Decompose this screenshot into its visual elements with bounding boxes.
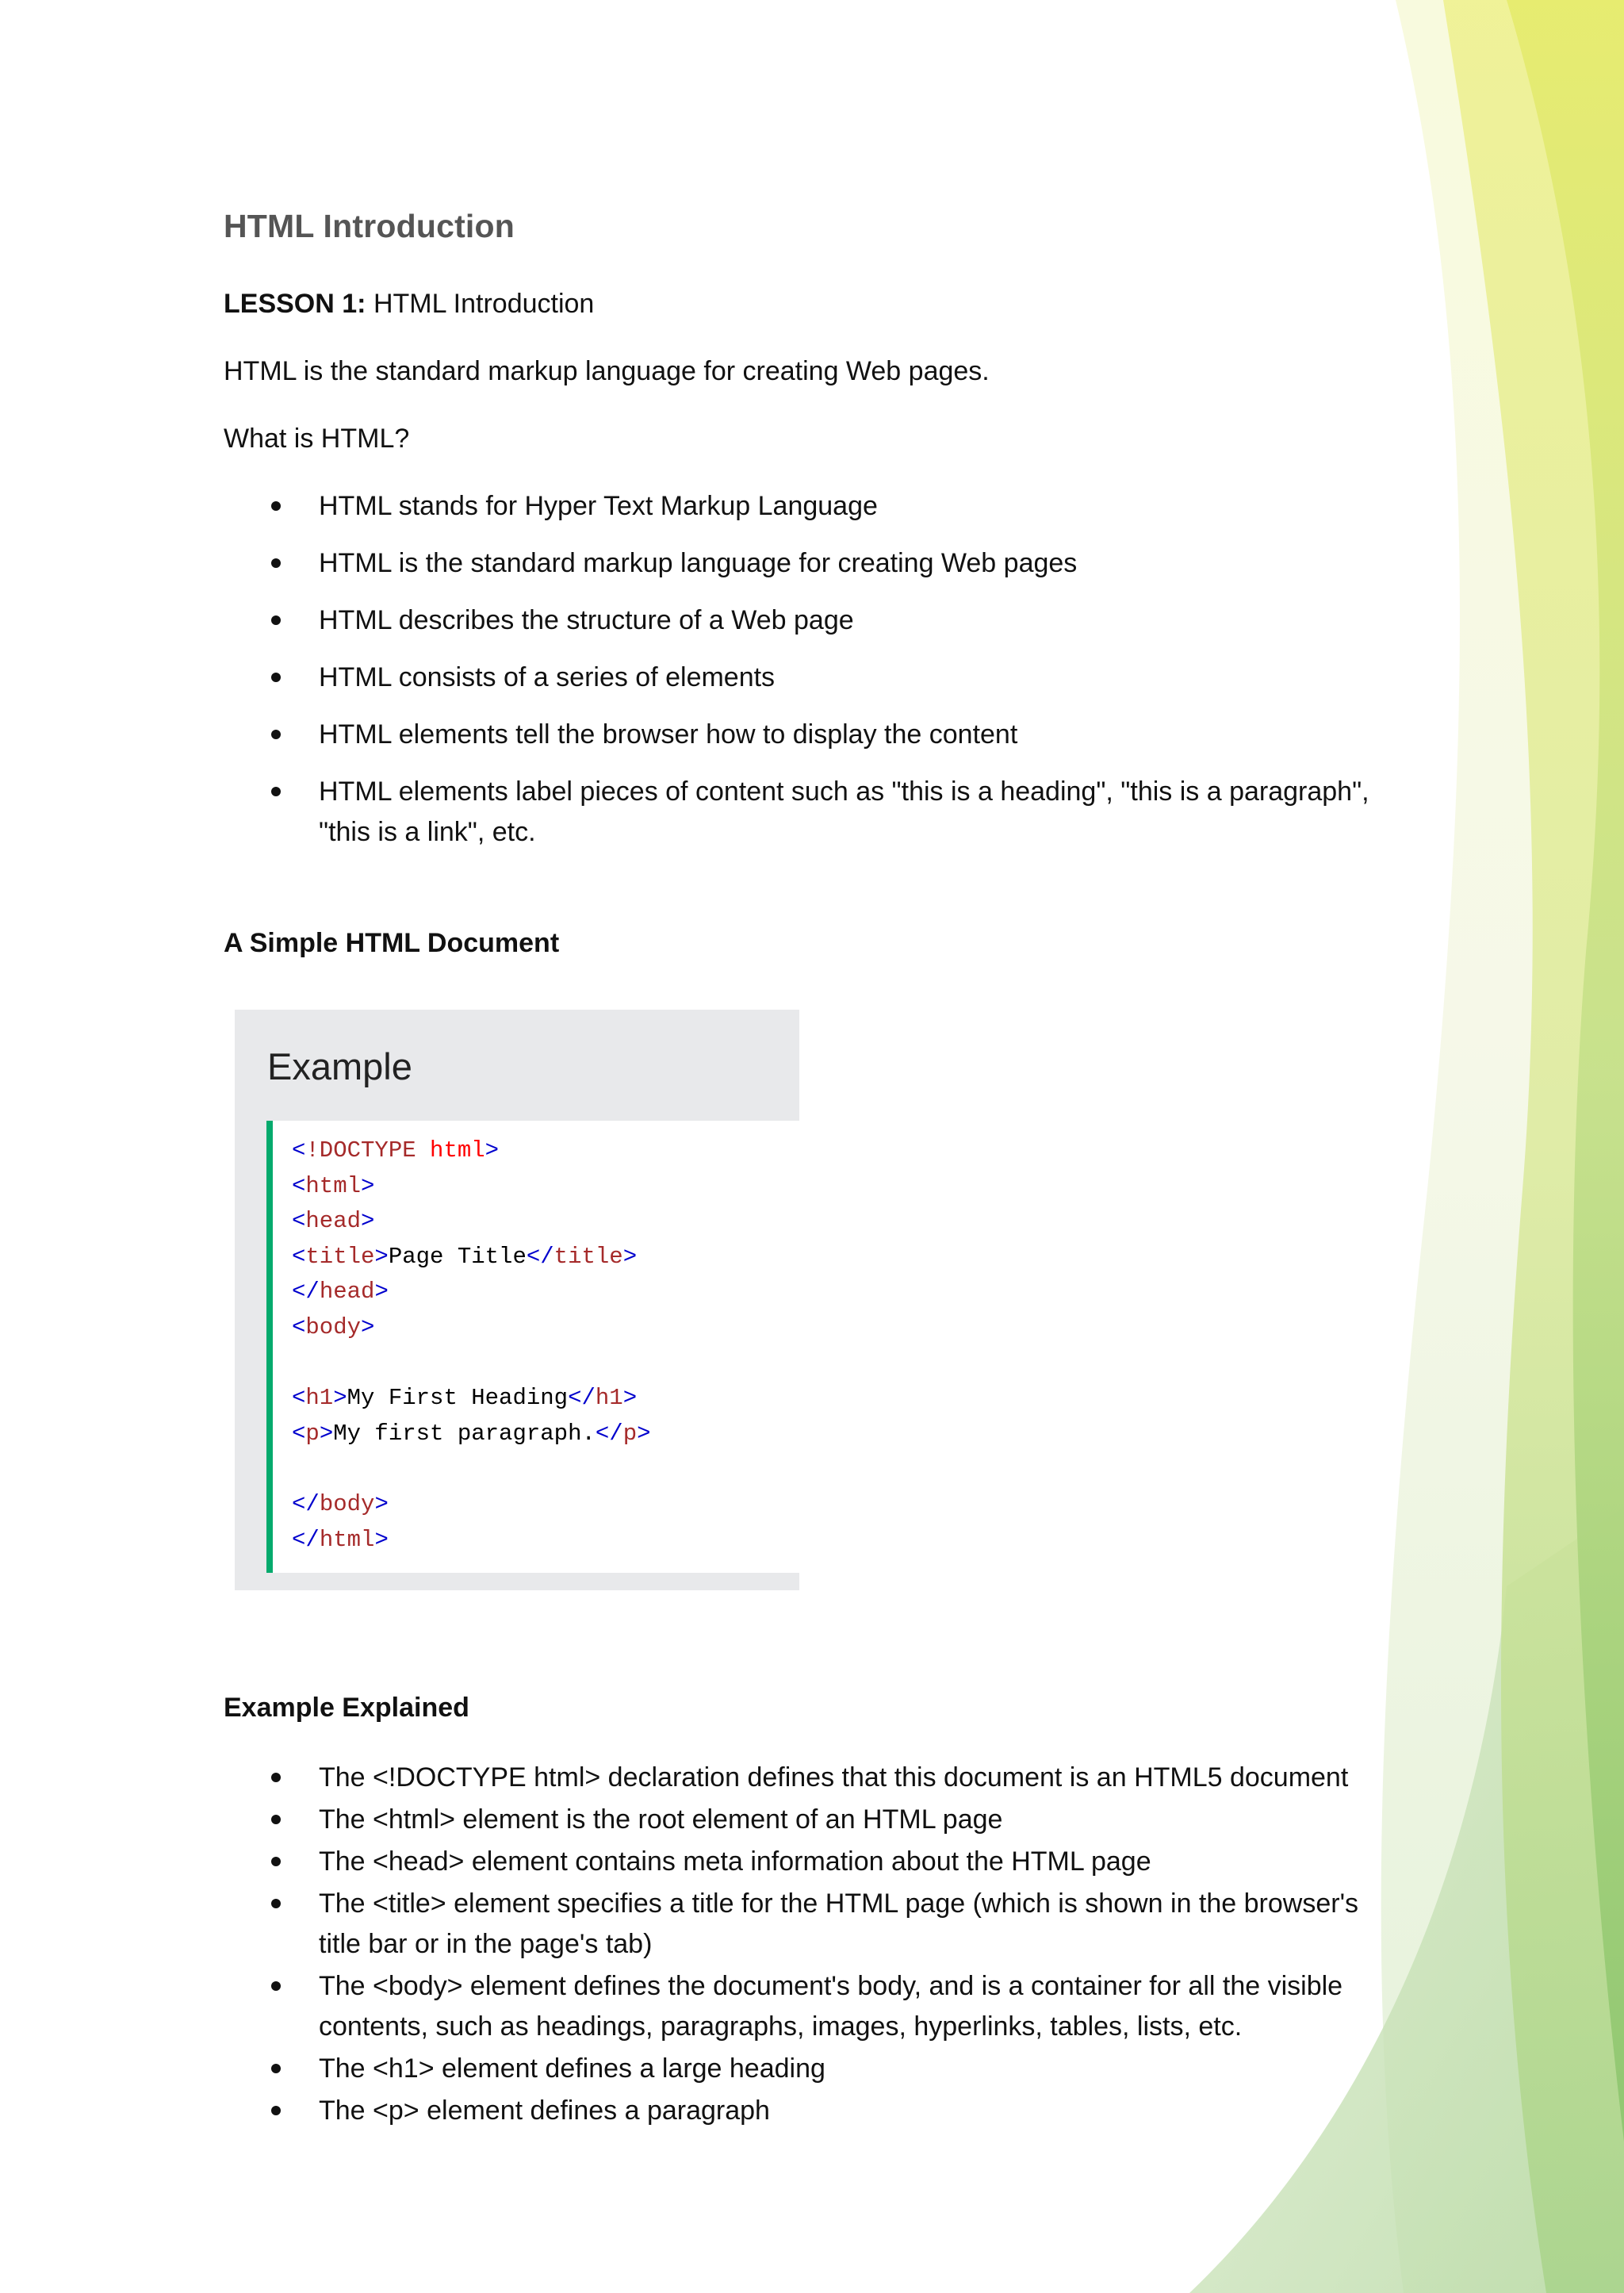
code-token: My First Heading [347, 1385, 569, 1412]
example-title: Example [267, 1045, 412, 1087]
code-line [292, 1451, 799, 1487]
code-block [266, 1121, 799, 1573]
bullet-icon [271, 615, 281, 625]
code-token: < [292, 1208, 306, 1235]
code-line [292, 1346, 799, 1382]
list-item-text: The <p> element defines a paragraph [319, 2096, 770, 2126]
code-line [292, 1275, 799, 1310]
code-token: Page Title [388, 1243, 527, 1270]
code-token: < [292, 1385, 306, 1412]
intro-paragraph: HTML is the standard markup language for creating Web pages. [224, 356, 990, 386]
list-item-text: HTML is the standard markup language for creating Web pages [319, 548, 1078, 578]
example-explained-heading: Example Explained [224, 1693, 469, 1723]
code-token: < [292, 1137, 306, 1164]
list-item-text: HTML stands for Hyper Text Markup Language [319, 491, 878, 521]
code-token: < [292, 1420, 306, 1447]
code-token: h1 [305, 1385, 334, 1412]
code-token: > [374, 1279, 389, 1306]
bullet-icon [271, 1773, 281, 1782]
code-line [292, 1204, 799, 1240]
list-item [224, 2049, 1381, 2089]
list-item [224, 1884, 1381, 1965]
code-token: head [305, 1208, 362, 1235]
page-title: HTML Introduction [224, 208, 515, 244]
code-token: My first paragraph. [333, 1420, 596, 1447]
code-token: html [416, 1137, 485, 1164]
code-token: html [319, 1526, 375, 1553]
code-line [292, 1240, 799, 1275]
bullet-icon [271, 1899, 281, 1908]
code-token: title [553, 1243, 623, 1270]
code-token: </ [292, 1279, 320, 1306]
list-item [224, 1842, 1381, 1882]
list-item-text: The <h1> element defines a large heading [319, 2053, 825, 2084]
code-token: > [374, 1490, 389, 1517]
bullet-icon [271, 1815, 281, 1824]
example-panel [235, 1010, 799, 1590]
code-line [292, 1133, 799, 1169]
code-token: p [622, 1420, 638, 1447]
list-item [224, 1800, 1381, 1840]
lesson-title: HTML Introduction [373, 289, 595, 319]
simple-document-heading: A Simple HTML Document [224, 928, 560, 958]
code-line [292, 1310, 799, 1346]
list-item [224, 543, 1381, 584]
code-token: > [637, 1420, 651, 1447]
code-token: > [622, 1243, 638, 1270]
list-item-text: HTML elements label pieces of content such as "this is a heading", "this is a paragraph", "this is a link", etc. [319, 776, 1369, 847]
code-token: < [292, 1313, 306, 1340]
code-token: > [361, 1172, 375, 1199]
code-token: p [305, 1420, 320, 1447]
code-token: body [305, 1313, 362, 1340]
code-token: < [292, 1172, 306, 1199]
code-token: </ [595, 1420, 623, 1447]
bullet-icon [271, 558, 281, 568]
code-token: < [292, 1243, 306, 1270]
list-item-text: HTML elements tell the browser how to display the content [319, 719, 1018, 750]
code-token: title [305, 1243, 375, 1270]
what-is-html-list [224, 486, 1381, 869]
bullet-icon [271, 673, 281, 682]
code-line [292, 1417, 799, 1452]
code-line [292, 1169, 799, 1205]
list-item [224, 658, 1381, 698]
list-item-text: The <!DOCTYPE html> declaration defines that this document is an HTML5 document [319, 1762, 1349, 1793]
code-token: </ [568, 1385, 596, 1412]
code-token: > [374, 1243, 389, 1270]
code-line [292, 1381, 799, 1417]
code-token: </ [292, 1526, 320, 1553]
list-item-text: The <html> element is the root element of an HTML page [319, 1804, 1003, 1835]
bullet-icon [271, 501, 281, 511]
code-token: html [305, 1172, 362, 1199]
list-item-text: HTML consists of a series of elements [319, 662, 776, 692]
code-token: !DOCTYPE [305, 1137, 416, 1164]
list-item-text: The <title> element specifies a title for the HTML page (which is shown in the browser's title bar or in the page's tab) [319, 1888, 1359, 1959]
list-item-text: The <body> element defines the document's body, and is a container for all the visible contents, such as headings, paragraphs, images, hyperlinks, tables, lists, etc. [319, 1971, 1343, 2042]
bullet-icon [271, 2064, 281, 2073]
list-item [224, 1758, 1381, 1798]
code-token: </ [526, 1243, 554, 1270]
what-is-html-question: What is HTML? [224, 424, 410, 454]
bullet-icon [271, 730, 281, 739]
code-token: > [361, 1208, 375, 1235]
list-item [224, 1966, 1381, 2047]
code-token: > [374, 1526, 389, 1553]
code-token: > [361, 1313, 375, 1340]
list-item-text: HTML describes the structure of a Web page [319, 605, 854, 635]
code-token: > [319, 1420, 334, 1447]
code-line [292, 1523, 799, 1559]
lesson-label: LESSON 1: [224, 289, 366, 319]
bullet-icon [271, 1857, 281, 1866]
list-item [224, 600, 1381, 641]
list-item [224, 772, 1381, 853]
lesson-line [224, 284, 594, 324]
bullet-icon [271, 787, 281, 796]
example-explained-list [224, 1758, 1381, 2133]
list-item [224, 715, 1381, 755]
code-token: > [622, 1385, 638, 1412]
bullet-icon [271, 1981, 281, 1991]
bullet-icon [271, 2106, 281, 2115]
code-token: > [333, 1385, 347, 1412]
code-token: h1 [595, 1385, 623, 1412]
code-line [292, 1487, 799, 1523]
code-token: </ [292, 1490, 320, 1517]
code-token: > [485, 1137, 500, 1164]
list-item [224, 486, 1381, 527]
code-token: head [319, 1279, 375, 1306]
list-item [224, 2091, 1381, 2131]
code-token: body [319, 1490, 375, 1517]
list-item-text: The <head> element contains meta information about the HTML page [319, 1846, 1151, 1877]
